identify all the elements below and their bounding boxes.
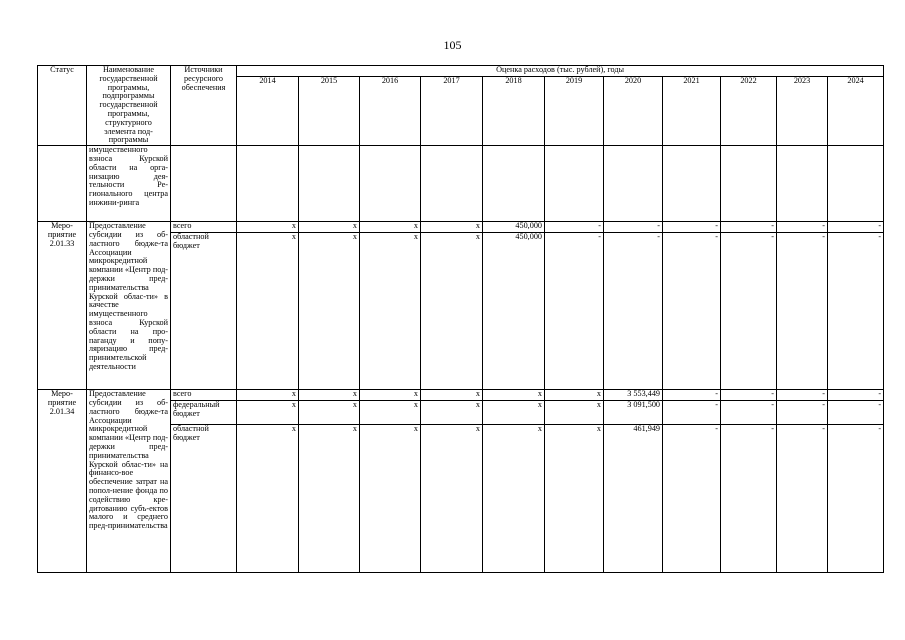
value-cell: x [483,390,545,401]
value-cell: x [237,401,299,425]
year-header: 2015 [299,77,360,146]
value-cell: - [828,390,884,401]
value-cell: x [237,390,299,401]
row-status: Меро-приятие 2.01.33 [38,222,87,390]
value-cell: x [483,425,545,573]
value-cell: - [604,222,663,233]
source-cell: всего [171,390,237,401]
value-cell: - [828,401,884,425]
row-name: Предоставление субсидии из об-ластного бюдже-та Ассоциации микрокредитной компании «Центр под-держки пред-принимательства Курской облас-ти» в качестве имущественного взноса Курской области на про-паганду и попу-ляризацию пред-принимтельской деятельности [87,222,171,390]
value-cell: - [663,390,721,401]
value-cell: x [545,390,604,401]
value-cell: x [237,222,299,233]
value-cell: x [360,233,421,390]
value-cell: x [360,401,421,425]
value-cell: x [299,222,360,233]
table-row [38,390,884,401]
value-cell: x [421,222,483,233]
value-cell: x [421,233,483,390]
page-number: 105 [443,38,462,52]
value-cell: x [483,401,545,425]
budget-table [37,65,884,573]
value-cell: - [777,425,828,573]
value-cell: 3 553,449 [604,390,663,401]
value-cell: 450,000 [483,233,545,390]
value-cell: - [721,233,777,390]
value-cell: - [777,401,828,425]
header-sources: Источники ресурсного обеспечения [171,66,237,146]
year-header: 2017 [421,77,483,146]
value-cell: - [828,425,884,573]
value-cell: x [421,390,483,401]
value-cell: x [299,390,360,401]
value-cell: 450,000 [483,222,545,233]
year-header: 2018 [483,77,545,146]
value-cell: - [721,222,777,233]
source-cell: областной бюджет [171,233,237,390]
continuation-status [38,146,87,222]
value-cell: x [237,233,299,390]
year-header: 2022 [721,77,777,146]
source-cell: федеральный бюджет [171,401,237,425]
value-cell: x [545,425,604,573]
value-cell: - [721,401,777,425]
row-status: Меро-приятие 2.01.34 [38,390,87,573]
year-header: 2019 [545,77,604,146]
value-cell: 3 091,500 [604,401,663,425]
value-cell: x [421,425,483,573]
value-cell: x [299,233,360,390]
year-header: 2021 [663,77,721,146]
value-cell: x [299,425,360,573]
year-header: 2020 [604,77,663,146]
year-header: 2023 [777,77,828,146]
value-cell: - [828,233,884,390]
row-name: Предоставление субсидии из об-ластного бюдже-та Ассоциации микрокредитной компании «Центр под-держки пред-принимательства Курской облас-ти» на финансо-вое обеспечение затрат на попол-нение фонда по содействию кре-дитованию субъ-ектов малого и среднего пред-принимательства [87,390,171,573]
value-cell: - [663,233,721,390]
source-cell: областной бюджет [171,425,237,573]
year-header: 2024 [828,77,884,146]
value-cell: x [360,222,421,233]
value-cell: 461,949 [604,425,663,573]
value-cell: - [777,222,828,233]
continuation-name: имущественного взноса Курской области на орга-низацию дея-тельности Ре-гионального центра инжини-ринга [87,146,171,222]
source-cell: всего [171,222,237,233]
value-cell: - [663,401,721,425]
value-cell: - [663,222,721,233]
value-cell: x [360,390,421,401]
value-cell: - [604,233,663,390]
header-estimate: Оценка расходов (тыс. рублей), годы [237,66,884,77]
value-cell: - [545,233,604,390]
value-cell: x [237,425,299,573]
header-name: Наименование государственной программы, подпрограммы государственной программы, структурного элемента под-программы [87,66,171,146]
value-cell: x [299,401,360,425]
value-cell: - [777,233,828,390]
value-cell: - [663,425,721,573]
value-cell: x [421,401,483,425]
value-cell: x [360,425,421,573]
value-cell: - [777,390,828,401]
value-cell: - [545,222,604,233]
value-cell: - [721,390,777,401]
header-status: Статус [38,66,87,146]
table-row [38,222,884,233]
value-cell: - [721,425,777,573]
year-header: 2016 [360,77,421,146]
value-cell: - [828,222,884,233]
value-cell: x [545,401,604,425]
year-header: 2014 [237,77,299,146]
